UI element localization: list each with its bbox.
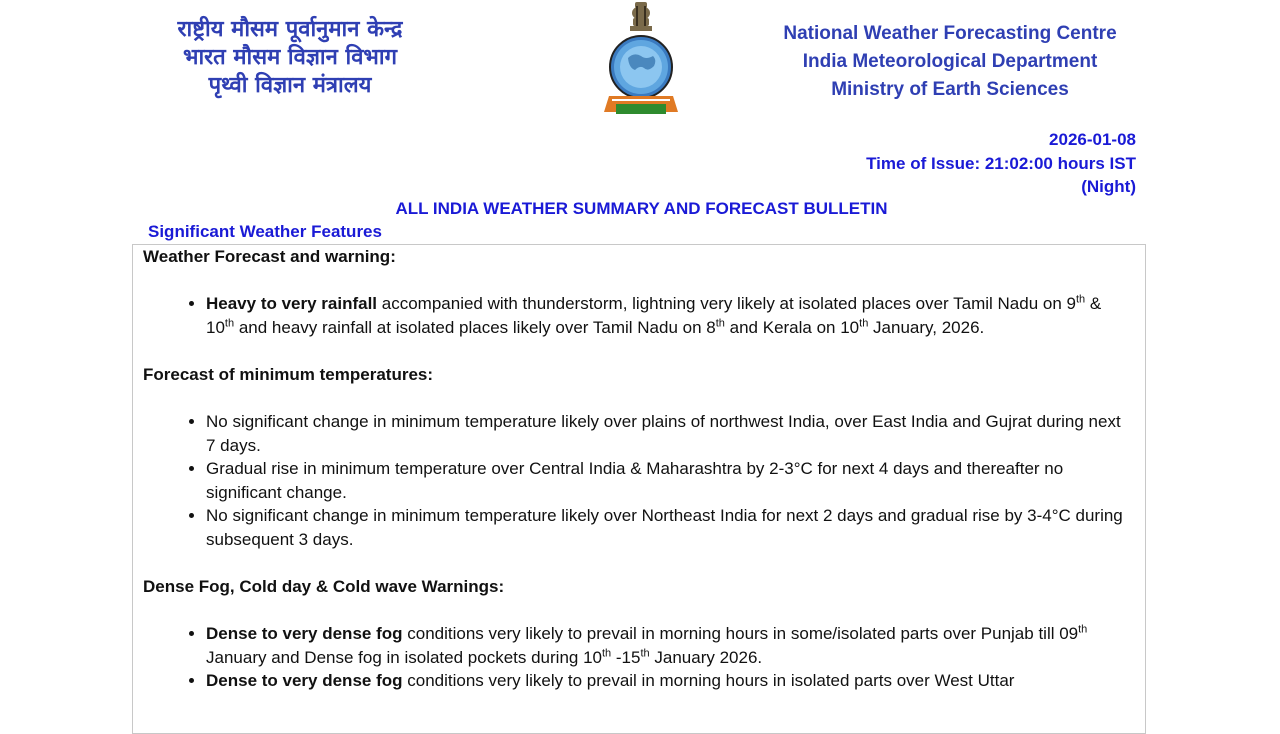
ordinal-suffix: th <box>224 316 235 329</box>
imd-emblem-icon <box>604 0 678 122</box>
text-span: accompanied with thunderstorm, lightning very likely at isolated places over Tamil Nadu on 9 <box>377 294 1076 313</box>
list-item <box>206 669 1133 693</box>
fog-bold-lead: Dense to very dense fog <box>206 624 403 643</box>
hindi-org-line-1: राष्ट्रीय मौसम पूर्वानुमान केन्द्र <box>177 17 403 42</box>
text-span: and heavy rainfall at isolated places likely over Tamil Nadu on 8 <box>234 317 716 337</box>
hindi-org-line-3: पृथ्वी विज्ञान मंत्रालय <box>208 73 372 98</box>
issue-date: 2026-01-08 <box>1049 130 1136 149</box>
fog-bold-lead: Dense to very dense fog <box>206 671 403 690</box>
ordinal-suffix: th <box>1078 623 1088 636</box>
issue-session: (Night) <box>1081 177 1136 196</box>
text-span: & 10 <box>206 294 1102 337</box>
significant-features-title: Significant Weather Features <box>148 222 382 241</box>
ordinal-suffix: th <box>859 316 869 329</box>
list-item: No significant change in minimum temperature likely over Northeast India for next 2 days and gradual rise by 3-4°C during subsequent 3 days. <box>206 504 1133 551</box>
warning-bold-lead: Heavy to very rainfall <box>206 294 378 313</box>
ordinal-suffix: th <box>715 316 725 329</box>
text-span: conditions very likely to prevail in morning hours in isolated parts over West Uttar <box>402 671 1015 690</box>
ordinal-suffix: th <box>640 646 650 659</box>
issue-time: Time of Issue: 21:02:00 hours IST <box>866 153 1136 173</box>
hindi-org-header <box>140 16 440 100</box>
warning-section-title: Weather Forecast and warning: <box>143 247 396 266</box>
list-item <box>206 622 1133 669</box>
text-span: conditions very likely to prevail in morning hours in some/isolated parts over Punjab till 09 <box>402 624 1079 643</box>
ordinal-suffix: th <box>1075 293 1086 306</box>
fog-section-title: Dense Fog, Cold day & Cold wave Warnings: <box>143 577 505 596</box>
english-org-line-3: Ministry of Earth Sciences <box>831 79 1069 100</box>
warning-list <box>143 292 1133 339</box>
text-span: January 2026. <box>649 647 763 667</box>
ordinal-suffix: th <box>601 646 612 659</box>
list-item: No significant change in minimum temperature likely over plains of northwest India, over East India and Gujrat during next 7 days. <box>206 410 1133 457</box>
english-org-header <box>760 20 1140 104</box>
min-temp-list <box>143 410 1133 551</box>
fog-list <box>143 622 1133 693</box>
english-org-line-2: India Meteorological Department <box>802 51 1098 72</box>
text-span: January and Dense fog in isolated pockets during 10 <box>206 647 602 667</box>
min-temp-section-title: Forecast of minimum temperatures: <box>143 365 434 384</box>
text-span: January, 2026. <box>868 317 985 337</box>
english-org-line-1: National Weather Forecasting Centre <box>783 23 1117 44</box>
issue-info <box>866 128 1136 199</box>
text-span: -15 <box>611 647 641 667</box>
hindi-org-line-2: भारत मौसम विज्ञान विभाग <box>183 45 397 70</box>
bulletin-title: ALL INDIA WEATHER SUMMARY AND FORECAST BULLETIN <box>395 199 888 218</box>
list-item: Gradual rise in minimum temperature over Central India & Maharashtra by 2-3°C for next 4 days and thereafter no significant change. <box>206 457 1133 504</box>
list-item <box>206 292 1133 339</box>
text-span: and Kerala on 10 <box>724 317 860 337</box>
bulletin-content <box>143 245 1133 693</box>
